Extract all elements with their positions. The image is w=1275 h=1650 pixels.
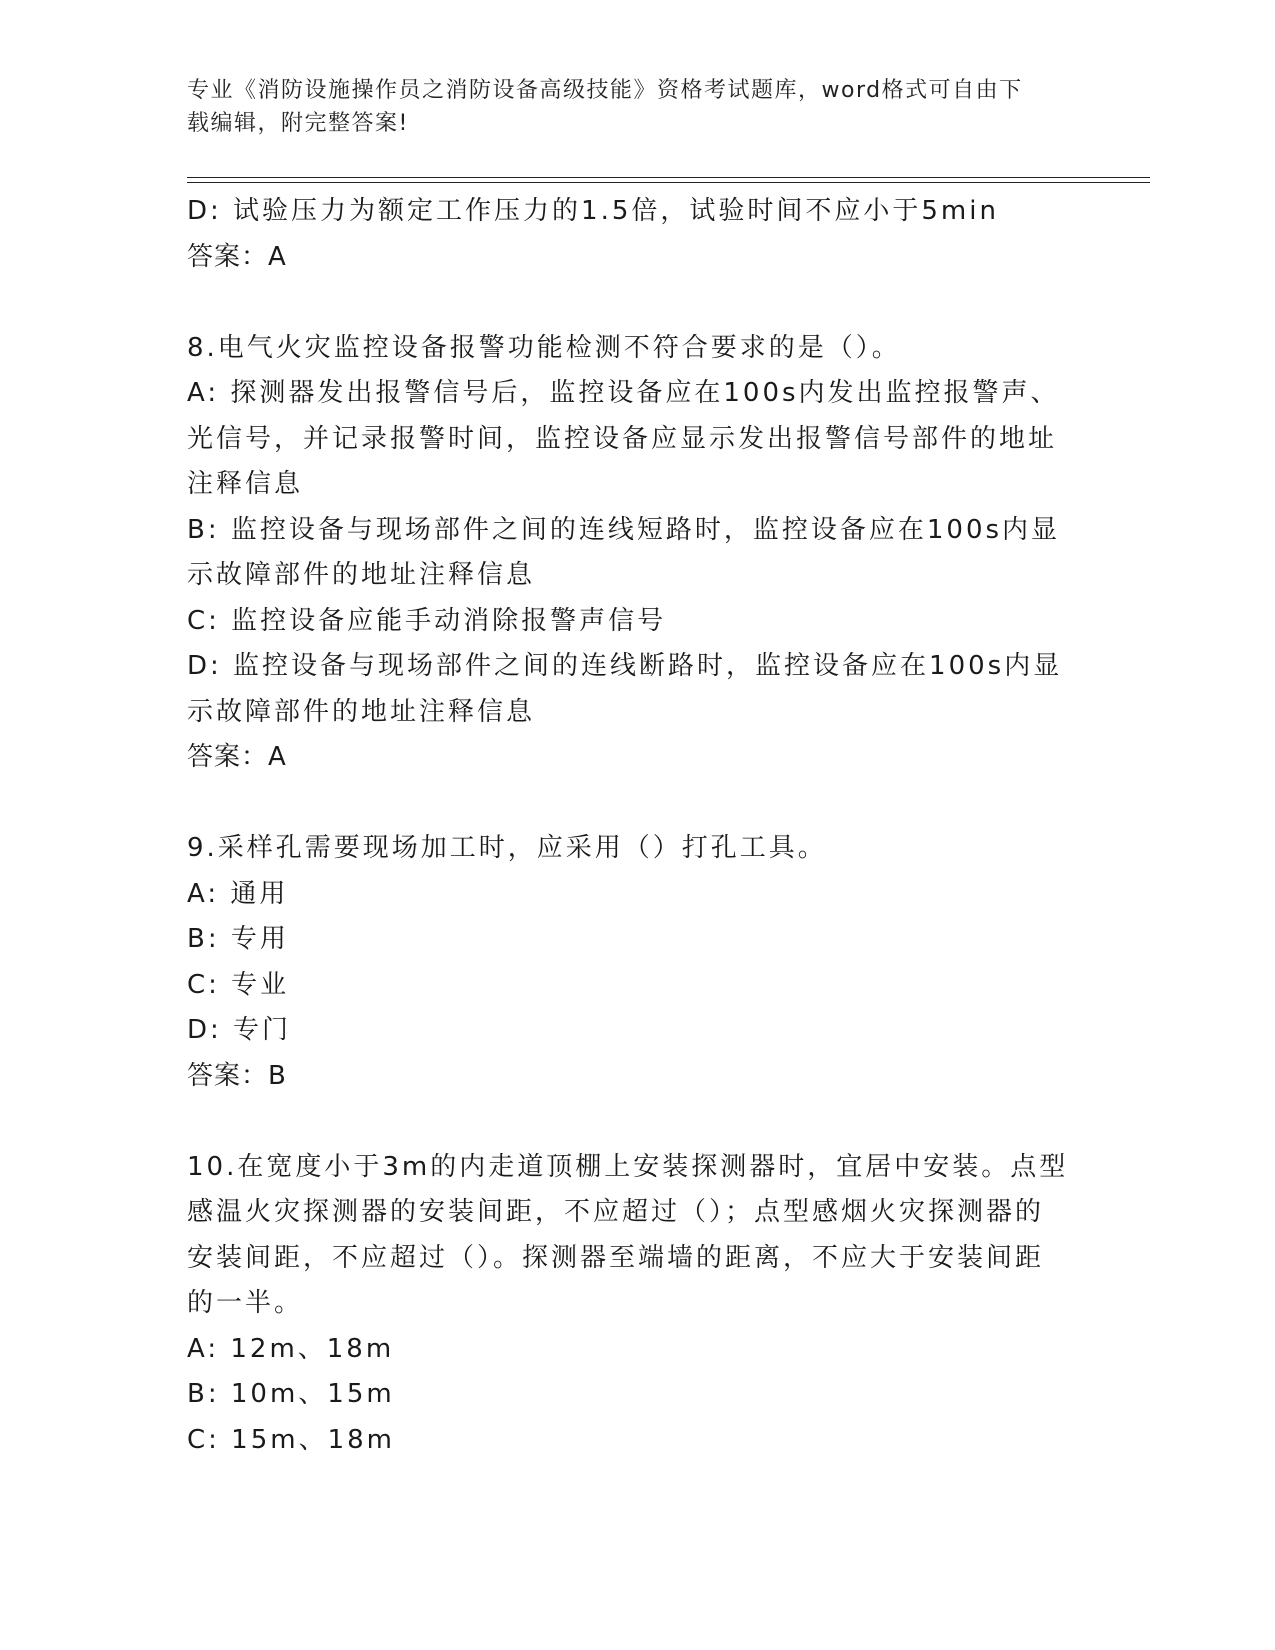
option-d: D: 试验压力为额定工作压力的1.5倍，试验时间不应小于5min [187, 196, 999, 226]
question-10 [187, 1145, 1067, 1464]
option-a: A: 探测器发出报警信号后，监控设备应在100s内发出监控报警声、 [187, 378, 1060, 408]
question-9 [187, 826, 1067, 1099]
question-text-continued: 安装间距，不应超过（）。探测器至端墙的距离，不应大于安装间距 [187, 1242, 1045, 1273]
option-b: B: 专用 [187, 924, 289, 954]
header-rule-top [187, 177, 1150, 178]
header-rule-bottom [187, 182, 1150, 183]
option-a-continued: 光信号，并记录报警时间，监控设备应显示发出报警信号部件的地址 [187, 423, 1058, 454]
option-b-continued: 示故障部件的地址注释信息 [187, 560, 536, 590]
spacer [187, 280, 1067, 326]
answer: 答案：A [187, 742, 287, 772]
option-c: C: 15m、18m [187, 1424, 396, 1455]
question-content [187, 189, 1067, 1463]
option-a: A: 通用 [187, 878, 289, 909]
spacer [187, 1099, 1067, 1145]
page-header [187, 74, 1067, 140]
answer: 答案：A [187, 241, 287, 272]
header-line-1: 专业《消防设施操作员之消防设备高级技能》资格考试题库，word格式可自由下 [187, 78, 1023, 103]
question-text: 10.在宽度小于3m的内走道顶棚上安装探测器时，宜居中安装。点型 [187, 1151, 1069, 1182]
question-8 [187, 326, 1067, 781]
option-b: B: 10m、15m [187, 1379, 395, 1409]
header-line-2: 载编辑，附完整答案! [187, 111, 409, 136]
option-d-continued: 示故障部件的地址注释信息 [187, 696, 536, 727]
option-d: D: 专门 [187, 1015, 292, 1045]
spacer [187, 781, 1067, 827]
option-d: D: 监控设备与现场部件之间的连线断路时，监控设备应在100s内显 [187, 651, 1063, 681]
option-c: C: 专业 [187, 969, 290, 1000]
option-b: B: 监控设备与现场部件之间的连线短路时，监控设备应在100s内显 [187, 514, 1061, 545]
question-text: 8.电气火灾监控设备报警功能检测不符合要求的是（）。 [187, 332, 901, 363]
option-c: C: 监控设备应能手动消除报警声信号 [187, 605, 667, 636]
option-a: A: 12m、18m [187, 1333, 395, 1364]
answer: 答案：B [187, 1060, 287, 1091]
question-text-continued: 感温火灾探测器的安装间距，不应超过（）；点型感烟火灾探测器的 [187, 1197, 1045, 1227]
question-7-tail [187, 189, 1067, 280]
question-text-continued: 的一半。 [187, 1288, 304, 1318]
option-a-continued: 注释信息 [187, 469, 304, 499]
question-text: 9.采样孔需要现场加工时，应采用（）打孔工具。 [187, 833, 827, 863]
